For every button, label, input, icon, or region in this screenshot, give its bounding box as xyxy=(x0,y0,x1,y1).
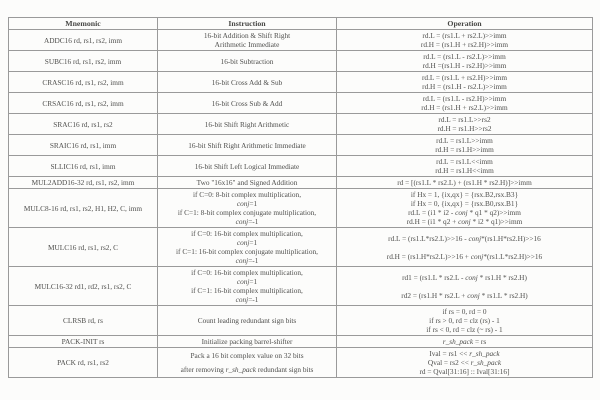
text-line: rd = [(rs1.L * rs2.L) + (rs1.H * rs2.H)]>>imm xyxy=(397,178,532,187)
mnemonic-cell xyxy=(9,93,158,114)
operation-cell xyxy=(337,336,593,348)
operation-cell xyxy=(337,72,593,93)
column-header-instruction: Instruction xyxy=(158,18,337,30)
text-line: if C=0: 8-bit complex multiplication, xyxy=(192,190,302,199)
text-line: rd.L = (rs1.L - rs2.H)>>imm xyxy=(422,94,507,103)
text-line: if rs = 0, rd = 0 xyxy=(442,307,487,316)
mnemonic-cell xyxy=(9,267,158,306)
text-line: if rs > 0, rd = clz (rs) - 1 xyxy=(429,316,500,325)
text-line: conj=1 xyxy=(236,238,258,247)
operation-cell xyxy=(337,306,593,336)
header-row xyxy=(9,18,593,30)
text-line: MULC8-16 rd, rs1, rs2, H1, H2, C, imm xyxy=(23,203,143,213)
text-line: conj=-1 xyxy=(235,256,259,265)
text-line: 16-bit Subtraction xyxy=(220,56,274,66)
operation-cell xyxy=(337,114,593,135)
instruction-cell xyxy=(158,267,337,306)
operation-cell xyxy=(337,177,593,189)
instruction-cell xyxy=(158,306,337,336)
text-line: PACK rd, rs1, rs2 xyxy=(57,358,109,367)
text-line: ADDC16 rd, rs1, rs2, imm xyxy=(43,35,123,45)
text-line: if Hx = 1, {ix,qx} = {rsx.B2,rsx.B3} xyxy=(410,190,519,199)
text-line: 16-bit Cross Sub & Add xyxy=(211,98,283,108)
text-line: Qval = rs2 << r_sh_pack xyxy=(427,358,502,367)
operation-cell xyxy=(337,30,593,51)
text-line: rd.H = (rs1.H - rs2.L)>>imm xyxy=(422,82,507,91)
operation-cell xyxy=(337,348,593,378)
text-line: rd.L = (rs1.L*rs2.L)>>16 - conj*(rs1.H*rs2.H)>>16 xyxy=(388,233,541,243)
instruction-cell xyxy=(158,72,337,93)
text-line: rd.L = (rs1.L + rs2.L)>>imm xyxy=(422,31,507,40)
text-line: rd.L = rs1.L>>imm xyxy=(436,136,493,145)
instruction-cell xyxy=(158,114,337,135)
table-row xyxy=(9,348,593,378)
text-line: Pack a 16 bit complex value on 32 bits xyxy=(190,351,304,361)
text-line: rd.L = rs1.L>>rs2 xyxy=(438,115,491,124)
table-row xyxy=(9,267,593,306)
mnemonic-cell xyxy=(9,51,158,72)
operation-cell xyxy=(337,228,593,267)
text-line: MULC16-32 rd1, rd2, rs1, rs2, C xyxy=(34,281,132,291)
mnemonic-cell xyxy=(9,114,158,135)
instruction-cell xyxy=(158,228,337,267)
operation-cell xyxy=(337,51,593,72)
table-body xyxy=(9,30,593,378)
text-line: rd.H = (i1 * q2 + conj * i2 * q1)>>imm xyxy=(406,217,523,226)
text-line: Two "16x16" and Signed Addition xyxy=(196,178,298,187)
mnemonic-cell xyxy=(9,72,158,93)
mnemonic-cell xyxy=(9,348,158,378)
table-row xyxy=(9,189,593,228)
text-line: rd.H = rs1.H>>rs2 xyxy=(437,124,492,133)
text-line: SRAIC16 rd, rs1, imm xyxy=(49,140,117,150)
text-line: MULC16 rd, rs1, rs2, C xyxy=(48,242,118,252)
text-line: rd.H = (rs1.H + rs2.L)>>imm xyxy=(421,103,508,112)
text-line: if rs < 0, rd = clz (~ rs) - 1 xyxy=(426,325,503,334)
column-header-mnemonic: Mnemonic xyxy=(9,18,158,30)
text-line: Ival = rs1 << r_sh_pack xyxy=(429,349,500,358)
instruction-cell xyxy=(158,93,337,114)
text-line: rd.H = rs1.H<<imm xyxy=(435,166,494,175)
text-line: if C=0: 16-bit complex multiplication, xyxy=(191,268,303,277)
operation-cell xyxy=(337,189,593,228)
text-line: rd2 = (rs1.H * rs2.L + conj * rs1.L * rs2.H) xyxy=(401,290,528,300)
instruction-cell xyxy=(158,336,337,348)
table-row xyxy=(9,177,593,189)
operation-cell xyxy=(337,156,593,177)
text-line: PACK-INIT rs xyxy=(61,337,105,346)
table-row xyxy=(9,93,593,114)
mnemonic-cell xyxy=(9,156,158,177)
mnemonic-cell xyxy=(9,177,158,189)
mnemonic-cell xyxy=(9,306,158,336)
text-line: CLRSB rd, rs xyxy=(63,316,103,325)
text-line: 16-bit Shift Left Logical Immediate xyxy=(194,161,300,171)
text-line: rd = Qval[31:16] :: Ival[31:16] xyxy=(419,367,510,376)
text-line: if C=1: 8-bit complex conjugate multiplication, xyxy=(177,208,317,217)
table-row xyxy=(9,228,593,267)
text-line: conj=1 xyxy=(236,277,258,286)
text-line: rd.H = (rs1.H + rs2.H)>>imm xyxy=(420,40,509,49)
text-line: SUBC16 rd, rs1, rs2, imm xyxy=(44,56,122,66)
table-row xyxy=(9,51,593,72)
text-line: if C=1: 16-bit complex conjugate multiplication, xyxy=(176,247,318,256)
mnemonic-cell xyxy=(9,135,158,156)
text-line: rd.H = rs1.H>>imm xyxy=(435,145,494,154)
text-line: Arithmetic Immediate xyxy=(214,40,280,49)
text-line: 16-bit Shift Right Arithmetic Immediate xyxy=(188,140,306,150)
text-line: if Hx = 0, {ix,qx} = {rsx.B0,rsx.B1} xyxy=(410,199,519,208)
text-line: rd1 = (rs1.L * rs2.L - conj * rs1.H * rs2.H) xyxy=(402,272,527,282)
table-row xyxy=(9,306,593,336)
text-line: rd.L = rs1.L<<imm xyxy=(436,157,493,166)
isa-instruction-table xyxy=(8,17,593,378)
instruction-cell xyxy=(158,177,337,189)
text-line: 16-bit Addition & Shift Right xyxy=(203,31,291,40)
text-line: conj=-1 xyxy=(235,295,259,304)
instruction-cell xyxy=(158,135,337,156)
text-line: if C=1: 16-bit complex multiplication, xyxy=(191,286,303,295)
instruction-cell xyxy=(158,189,337,228)
text-line: rd.L = (i1 * i2 - conj * q1 * q2)>>imm xyxy=(408,208,521,217)
text-line: 16-bit Shift Right Arithmetic xyxy=(204,119,290,129)
mnemonic-cell xyxy=(9,336,158,348)
operation-cell xyxy=(337,267,593,306)
instruction-cell xyxy=(158,156,337,177)
text-line: Initialize packing barrel-shifter xyxy=(201,337,293,346)
instruction-cell xyxy=(158,51,337,72)
text-line: Count leading redundant sign bits xyxy=(197,316,297,325)
text-line: rd.L = (rs1.L + rs2.H)>>imm xyxy=(421,73,508,82)
text-line: 16-bit Cross Add & Sub xyxy=(211,77,283,87)
text-line: CRASC16 rd, rs1, rs2, imm xyxy=(42,77,124,87)
instruction-cell xyxy=(158,348,337,378)
text-line: r_sh_pack = rs xyxy=(442,337,487,346)
text-line: SRAC16 rd, rs1, rs2 xyxy=(53,119,113,129)
text-line: rd.H =(rs1.H - rs2.H)>>imm xyxy=(422,61,507,70)
operation-cell xyxy=(337,93,593,114)
text-line: SLLIC16 rd, rs1, imm xyxy=(50,161,116,171)
table-row xyxy=(9,156,593,177)
text-line: after removing r_sh_pack redundant sign bits xyxy=(180,364,314,374)
text-line: conj=-1 xyxy=(235,217,259,226)
column-header-operation: Operation xyxy=(337,18,593,30)
mnemonic-cell xyxy=(9,228,158,267)
mnemonic-cell xyxy=(9,30,158,51)
mnemonic-cell xyxy=(9,189,158,228)
text-line: MUL2ADD16-32 rd, rs1, rs2, imm xyxy=(31,178,135,187)
text-line: conj=1 xyxy=(236,199,258,208)
operation-cell xyxy=(337,135,593,156)
table-row xyxy=(9,72,593,93)
table-row xyxy=(9,30,593,51)
text-line: rd.H = (rs1.H*rs2.L)>>16 + conj*(rs1.L*rs2.H)>>16 xyxy=(386,251,543,261)
instruction-cell xyxy=(158,30,337,51)
table-row xyxy=(9,114,593,135)
text-line: rd.L = (rs1.L - rs2.L)>>imm xyxy=(423,52,506,61)
table-row xyxy=(9,135,593,156)
table-row xyxy=(9,336,593,348)
text-line: if C=0: 16-bit complex multiplication, xyxy=(191,229,303,238)
text-line: CRSAC16 rd, rs1, rs2, imm xyxy=(42,98,124,108)
